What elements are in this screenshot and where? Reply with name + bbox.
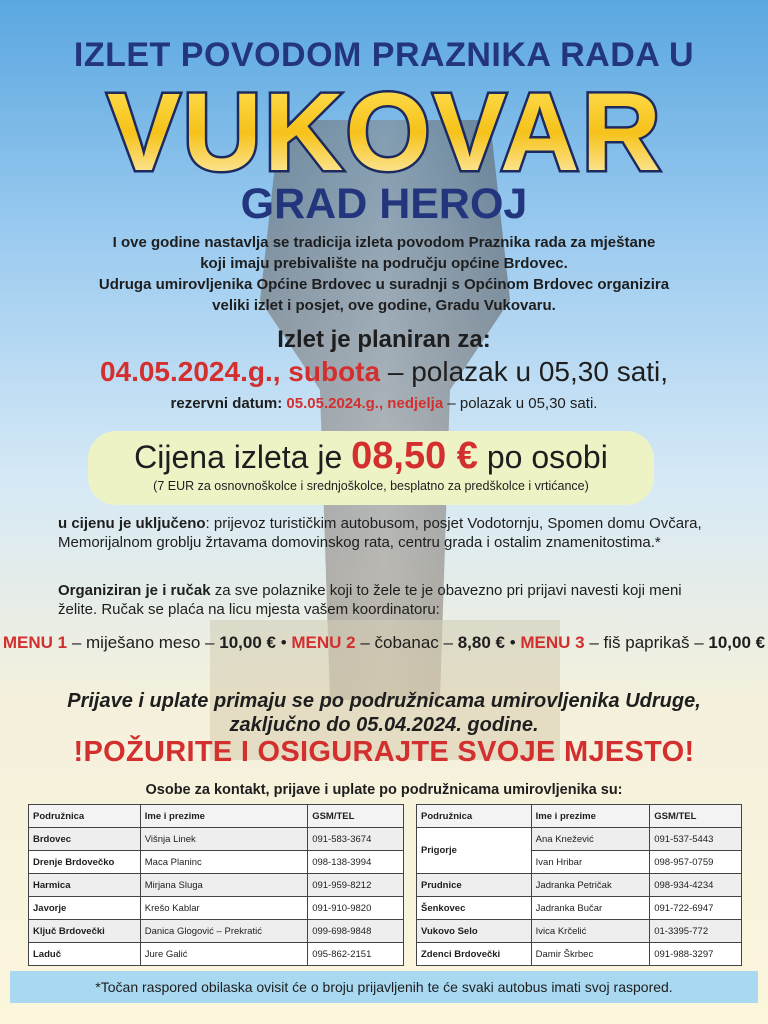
lunch-paragraph [58, 581, 718, 619]
branch-cell: Laduč [29, 943, 141, 966]
name-cell: Maca Planinc [140, 851, 307, 874]
price-box [88, 431, 654, 505]
lunch-label: Organiziran je i ručak [58, 582, 211, 599]
menu-3-name: MENU 3 [520, 633, 585, 652]
price-suffix: po osobi [477, 439, 608, 475]
registration-line: zaključno do 05.04.2024. godine. [229, 714, 539, 736]
phone-cell: 091-722-6947 [650, 897, 742, 920]
branch-cell: Vukovo Selo [417, 920, 532, 943]
header-branch: Podružnica [417, 805, 532, 828]
intro-line: I ove godine nastavlja se tradicija izleta povodom Praznika rada za mještane [112, 234, 656, 251]
price-note: (7 EUR za osnovnoškolce i srednjoškolce, besplatno za predškolce i vrtićance) [153, 479, 589, 493]
branch-cell: Zdenci Brdovečki [417, 943, 532, 966]
menu-separator: • [275, 633, 292, 652]
name-cell: Jadranka Bučar [531, 897, 650, 920]
phone-cell: 098-957-0759 [650, 851, 742, 874]
contacts-title: Osobe za kontakt, prijave i uplate po podružnicama umirovljenika su: [145, 782, 623, 798]
menu-1-name: MENU 1 [2, 633, 68, 652]
table-row [29, 920, 404, 943]
table-row [417, 897, 742, 920]
table-row [417, 874, 742, 897]
table-row [29, 874, 404, 897]
registration-line: Prijave i uplate primaju se po podružnicama umirovljenika Udruge, [67, 690, 701, 712]
phone-cell: 091-988-3297 [650, 943, 742, 966]
included-paragraph [58, 514, 718, 552]
table-header-row [29, 805, 404, 828]
intro-line: veliki izlet i posjet, ove godine, Gradu Vukovaru. [212, 297, 556, 314]
included-label: u cijenu je uključeno [58, 515, 206, 532]
header-branch: Podružnica [29, 805, 141, 828]
name-cell: Jure Galić [140, 943, 307, 966]
menu-separator: • [504, 633, 521, 652]
phone-cell: 098-138-3994 [308, 851, 404, 874]
name-cell: Ivica Krčelić [531, 920, 650, 943]
phone-cell: 091-583-3674 [308, 828, 404, 851]
main-date [0, 356, 768, 388]
table-row [417, 828, 742, 851]
contacts-table-left [28, 804, 404, 966]
table-row [29, 851, 404, 874]
intro-text [0, 232, 768, 316]
price-prefix: Cijena izleta je [134, 439, 352, 475]
reserve-date-value: 05.05.2024.g., nedjelja [286, 395, 444, 412]
contacts-table-right [416, 804, 742, 966]
name-cell: Ana Knežević [531, 828, 650, 851]
branch-cell: Prigorje [417, 828, 532, 874]
price-line [88, 435, 654, 478]
header-phone: GSM/TEL [308, 805, 404, 828]
name-cell: Višnja Linek [140, 828, 307, 851]
reserve-label: rezervni datum: [170, 395, 287, 412]
header-phone: GSM/TEL [650, 805, 742, 828]
phone-cell: 099-698-9848 [308, 920, 404, 943]
title-vukovar [80, 78, 690, 188]
title-vukovar-text: VUKOVAR [107, 78, 663, 188]
menu-1-price: 10,00 € [219, 633, 276, 652]
table-row [29, 828, 404, 851]
table-row [29, 943, 404, 966]
planned-label: Izlet je planiran za: [277, 326, 491, 353]
name-cell: Damir Škrbec [531, 943, 650, 966]
menu-2-desc: – čobanac – [355, 633, 458, 652]
table-row [417, 920, 742, 943]
branch-cell: Šenkovec [417, 897, 532, 920]
branch-cell: Ključ Brdovečki [29, 920, 141, 943]
name-cell: Mirjana Sluga [140, 874, 307, 897]
menu-3-price: 10,00 € [708, 633, 766, 652]
reserve-date [0, 395, 768, 412]
main-departure: – polazak u 05,30 sati, [380, 356, 669, 387]
phone-cell: 098-934-4234 [650, 874, 742, 897]
reserve-departure: – polazak u 05,30 sati. [443, 395, 598, 412]
lunch-text: za sve polaznike koji to žele te je obavezno pri prijavi navesti koji meni želite. Ručak se plaća na licu mjesta vašem koordinatoru: [58, 582, 682, 618]
included-text: : prijevoz turističkim autobusom, posjet Vodotornju, Spomen domu Ovčara, Memorijalnom groblju žrtavama domovinskog rata, centru grada i ostalim znamenitostima.* [58, 515, 702, 551]
subtitle: GRAD HEROJ [240, 180, 528, 228]
phone-cell: 091-537-5443 [650, 828, 742, 851]
phone-cell: 091-959-8212 [308, 874, 404, 897]
intro-line: koji imaju prebivalište na području općine Brdovec. [200, 255, 568, 272]
phone-cell: 091-910-9820 [308, 897, 404, 920]
name-cell: Krešo Kablar [140, 897, 307, 920]
phone-cell: 01-3395-772 [650, 920, 742, 943]
table-header-row [417, 805, 742, 828]
header-name: Ime i prezime [140, 805, 307, 828]
name-cell: Jadranka Petričak [531, 874, 650, 897]
menu-2-price: 8,80 € [457, 633, 505, 652]
registration-text [0, 689, 768, 737]
table-row [417, 943, 742, 966]
call-to-action: !POŽURITE I OSIGURAJTE SVOJE MJESTO! [73, 736, 695, 768]
menu-line [0, 633, 768, 653]
headline: IZLET POVODOM PRAZNIKA RADA U [73, 36, 695, 74]
branch-cell: Javorje [29, 897, 141, 920]
main-date-value: 04.05.2024.g., subota [99, 356, 381, 387]
menu-2-name: MENU 2 [291, 633, 356, 652]
phone-cell: 095-862-2151 [308, 943, 404, 966]
intro-line: Udruga umirovljenika Općine Brdovec u suradnji s Općinom Brdovec organizira [98, 276, 670, 293]
name-cell: Ivan Hribar [531, 851, 650, 874]
menu-1-desc: – miješano meso – [67, 633, 220, 652]
branch-cell: Brdovec [29, 828, 141, 851]
branch-cell: Harmica [29, 874, 141, 897]
branch-cell: Prudnice [417, 874, 532, 897]
footer-note: *Točan raspored obilaska ovisit će o broju prijavljenih te će svaki autobus imati svoj raspored. [10, 971, 758, 1003]
name-cell: Danica Glogović – Prekratić [140, 920, 307, 943]
header-name: Ime i prezime [531, 805, 650, 828]
menu-3-desc: – fiš paprikaš – [584, 633, 709, 652]
price-value: 08,50 € [351, 435, 478, 477]
branch-cell: Drenje Brdovečko [29, 851, 141, 874]
table-row [29, 897, 404, 920]
